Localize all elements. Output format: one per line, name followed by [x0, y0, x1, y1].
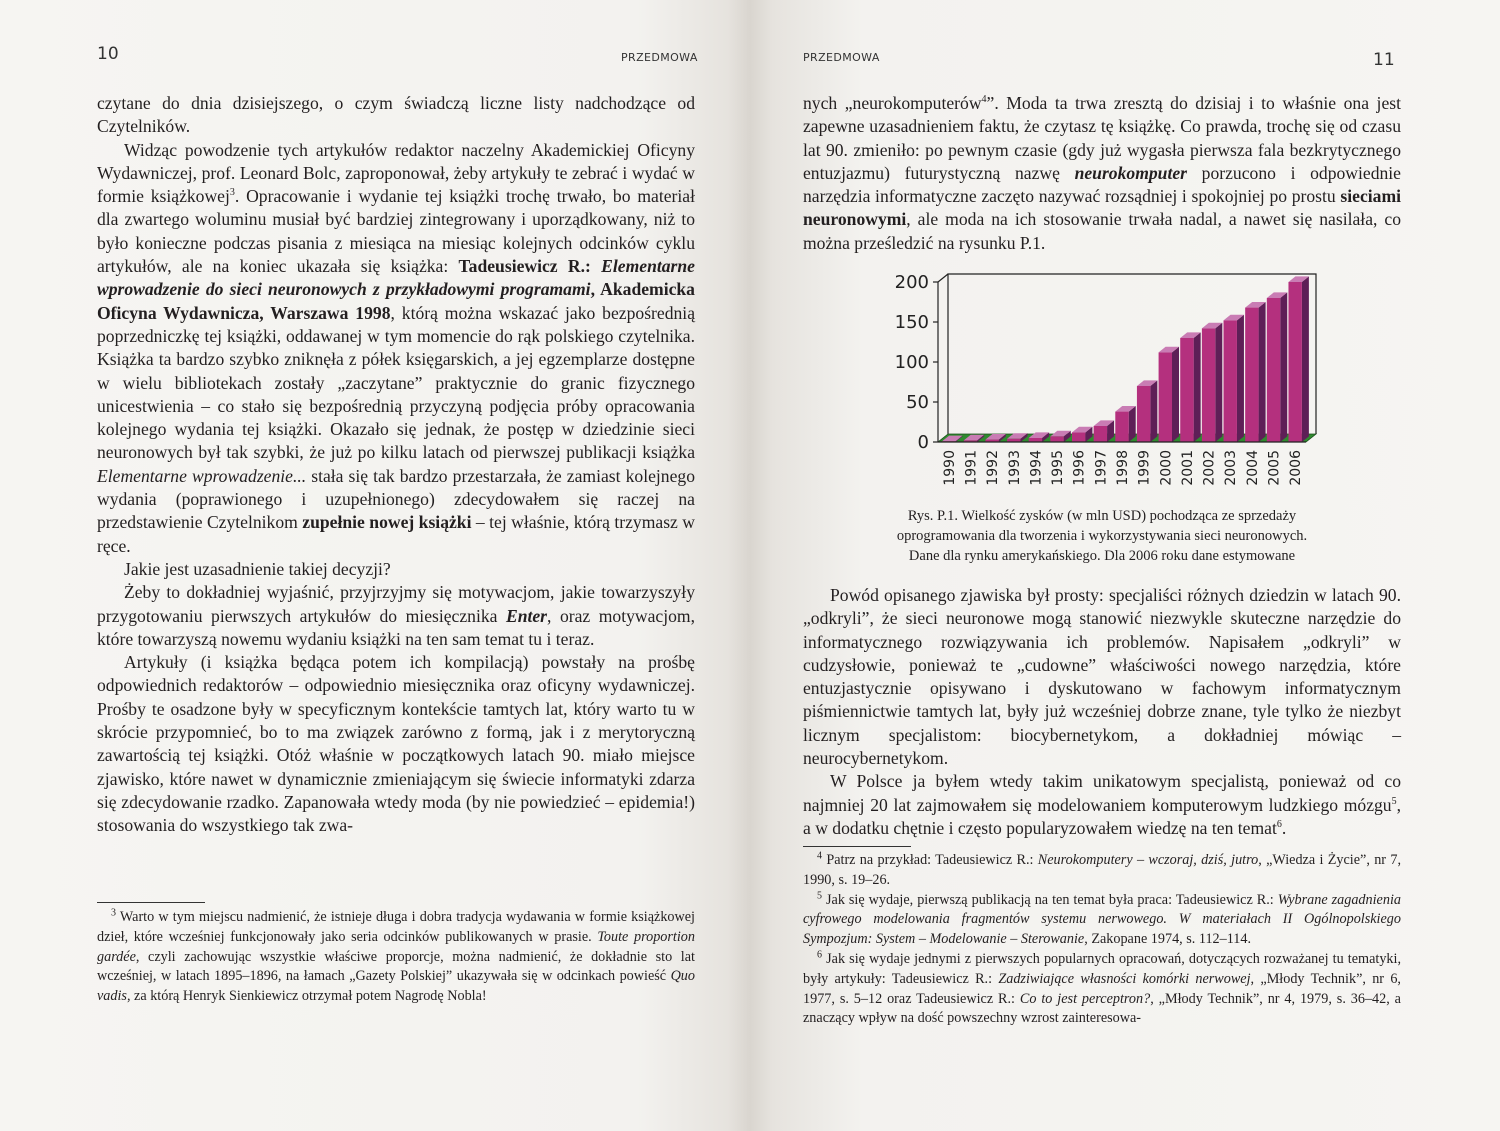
- x-tick-label: 1990: [941, 450, 958, 486]
- bar: [1180, 338, 1193, 442]
- x-tick-label: 1992: [985, 450, 1002, 486]
- x-tick-label: 2003: [1223, 450, 1240, 486]
- paragraph: Powód opisanego zjawiska był prosty: specjaliści różnych dziedzin w latach 90. „odkryli”, że sieci neuronowe mogą stanowić niezwykle skuteczne narzędzie do informatycznego rozwiązywania ich problemów. Napisałem „odkryli” w cudzysłowie, ponieważ te „cudowne” właściwości nowego narzędzia, które entuzjastycznie opisywano i dyskutowano w fachowym informatycznym piśmiennictwie tamtych lat, były już wcześniej dobrze znane, tyle tylko że niezbyt licznym specjalistom: biocybernetykom, a dokładniej mówiąc – neurocybernetykom.: [803, 585, 1401, 769]
- y-tick-label: 200: [894, 272, 929, 293]
- paragraph: czytane do dnia dzisiejszego, o czym świadczą liczne listy nadchodzące od Czytelników.: [97, 93, 695, 137]
- footnote-rule: [803, 846, 911, 847]
- y-tick-label: 0: [917, 432, 929, 453]
- paragraph: Żeby to dokładniej wyjaśnić, przyjrzyjmy się motywacjom, jakie towarzyszyły przygotowaniu pierwszych artykułów do miesięcznika Enter, oraz motywacjom, które towarzyszą nowemu wydaniu książki na ten sam temat tu i teraz.: [97, 582, 695, 649]
- paragraph: Artykuły (i książka będąca potem ich kompilacją) powstały na prośbę odpowiednich redaktorów – odpowiednio miesięcznika oraz oficyny wydawniczej. Prośby te osadzone były w specyficznym kontekście tamtych lat, który warto tu w skrócie przypomnieć, bo to ma związek zarówno z formą, jak i z merytoryczną zawartością tej książki. Otóż właśnie w początkowych latach 90. miało miejsce zjawisko, które nawet w dynamicznie zmieniającym się świecie informatyki zdarza się zdecydowanie rzadko. Zapanowała wtedy moda (by nie powiedzieć – epidemia!) stosowania do wszystkiego tak zwa-: [97, 652, 695, 836]
- body-text-top: [803, 92, 1401, 255]
- bar: [1288, 282, 1301, 442]
- paragraph: nych „neurokomputerów$^4$”. Moda ta trwa zresztą do dzisiaj i to właśnie ona jest zapewne uzasadnieniem faktu, że czytasz tę książkę. Co prawda, trochę się od czasu lat 90. zmieniło: po pewnym czasie (gdy już wygasła pierwsza fala bezkrytycznego entuzjazmu) futurystyczną nazwę neurokomputer porzucono i odpowiednie narzędzia informatyczne zaczęto nazywać rozsądniej i spokojniej po prostu sieciami neuronowymi, ale moda na ich stosowanie trwała nadal, a nawet się nasilała, co można prześledzić na rysunku P.1.: [803, 93, 1401, 253]
- bar: [1224, 320, 1237, 442]
- x-tick-label: 1997: [1093, 450, 1110, 486]
- bar: [1267, 298, 1280, 442]
- page-number: 10: [97, 44, 119, 64]
- running-head: PRZEDMOWA: [621, 51, 698, 64]
- bar: [1072, 432, 1085, 442]
- bar-side: [1302, 276, 1309, 442]
- footnote-ref: 3: [229, 187, 235, 199]
- bar-side: [1172, 347, 1179, 442]
- x-tick-label: 2002: [1201, 450, 1218, 486]
- paragraph: W Polsce ja byłem wtedy takim unikatowym specjalistą, ponieważ od co najmniej 20 lat zajmowałem się modelowaniem komputerowym ludzkiego mózgu$^5$, a w dodatku chętnie i często popularyzowałem wiedzę na ten temat$^6$.: [803, 771, 1401, 838]
- footnote: $^5$ Jak się wydaje, pierwszą publikacją na ten temat była praca: Tadeusiewicz R.: Wybrane zagadnienia cyfrowego modelowania fragmentów systemu nerwowego. W materiałach II Ogólnopolskiego Sympozjum: System – Modelowanie – Sterowanie, Zakopane 1974, s. 112–114.: [803, 889, 1401, 948]
- author-name: Tadeusiewicz R.:: [458, 256, 591, 277]
- bar: [1202, 328, 1215, 442]
- bar-side: [1237, 315, 1244, 442]
- book-title: Elementarne wprowadzenie do sieci neuronowych z przykładowymi programami: [97, 256, 695, 300]
- x-tick-label: 2004: [1244, 450, 1261, 486]
- right-page: [750, 0, 1500, 1131]
- x-tick-label: 1995: [1050, 450, 1067, 486]
- footnote: $^6$ Jak się wydaje jednymi z pierwszych popularnych opracowań, dotyczących rozważanej tu tematyki, były artykuły: Tadeusiewicz R.: Zadziwiające własności komórki nerwowej, „Młody Technik”, nr 6, 1977, s. 5–12 oraz Tadeusiewicz R.: Co to jest perceptron?, „Młody Technik”, nr 4, 1979, s. 36–42, a znaczący wpływ na dość powszechny wzrost zainteresowa-: [803, 949, 1401, 1027]
- y-tick-label: 150: [894, 312, 929, 333]
- bar: [1245, 308, 1258, 442]
- bar-chart: [870, 268, 1330, 506]
- page-number: 11: [1373, 50, 1395, 70]
- bar: [1050, 436, 1063, 442]
- bar-side: [1150, 380, 1157, 442]
- chart-svg: [870, 268, 1330, 506]
- x-tick-label: 1996: [1071, 450, 1088, 486]
- x-tick-label: 1991: [963, 450, 980, 486]
- bar: [1159, 352, 1172, 442]
- x-tick-label: 2006: [1288, 450, 1305, 486]
- x-tick-label: 2005: [1266, 450, 1283, 486]
- footnote: $^3$ Warto w tym miejscu nadmienić, że istnieje długa i dobra tradycja wydawania w formie książkowej dzieł, które wcześniej funkcjonowały jako seria odcinków publikowanych w prasie. Toute proportion gardée, czyli zachowując wszystkie właściwe proporcje, można nadmienić, że dokładnie sto lat wcześniej, w latach 1895–1896, na łamach „Gazety Polskiej” ukazywała się w odcinkach powieść Quo vadis, za którą Henryk Sienkiewicz otrzymał potem Nagrodę Nobla!: [97, 907, 695, 1005]
- figure-caption: Rys. P.1. Wielkość zysków (w mln USD) pochodząca ze sprzedaży oprogramowania dla tworzenia i wykorzystywania sieci neuronowych. Dane dla rynku amerykańskiego. Dla 2006 roku dane estymowane: [896, 508, 1308, 564]
- bar-side: [1194, 332, 1201, 442]
- x-tick-label: 2000: [1158, 450, 1175, 486]
- bar: [1137, 386, 1150, 442]
- running-head: PRZEDMOWA: [803, 51, 880, 64]
- x-tick-label: 1994: [1028, 450, 1045, 486]
- y-tick-label: 100: [894, 352, 929, 373]
- y-axis-top: [938, 274, 948, 282]
- footnotes: [97, 908, 695, 1007]
- footnotes: [803, 851, 1401, 1029]
- paragraph: Widząc powodzenie tych artykułów redaktor naczelny Akademickiej Oficyny Wydawniczej, prof. Leonard Bolc, zaproponował, żeby artykuły te zebrać i wydać w formie książkowej$^3$. Opracowanie i wydanie tej książki trochę trwało, bo materiał dla zwartego woluminu musiał być bardziej zintegrowany i uporządkowany, niż to było konieczne podczas pisania z miesiąca na miesiąc kolejnych odcinków cyklu artykułów, ale na koniec ukazała się książka: Tadeusiewicz R.: Elementarne wprowadzenie do sieci neuronowych z przykładowymi programami, Akademicka Oficyna Wydawnicza, Warszawa 1998, którą można wskazać jako bezpośrednią poprzedniczkę tej książki, oddawanej w tym momencie do rąk polskiego czytelnika. Książka ta bardzo szybko zniknęła z półek księgarskich, a jej egzemplarze dostępne w wielu bibliotekach zostały „zaczytane” praktycznie do granic fizycznego unicestwienia – co stało się bezpośrednią przyczyną podjęcia próby opracowania kolejnego wydania tej książki. Okazało się jednak, że postęp w dziedzinie sieci neuronowych był tak szybki, że już po kilku latach od pierwszej publikacji książka Elementarne wprowadzenie... stała się tak bardzo przestarzała, że zamiast kolejnego wydania (poprawionego i uzupełnionego) zdecydowałem się raczej na przedstawienie Czytelnikom zupełnie nowej książki – tej właśnie, którą trzymasz w ręce.: [97, 139, 696, 556]
- footnote-rule: [97, 902, 205, 903]
- bar-side: [1215, 323, 1222, 442]
- x-tick-label: 2001: [1179, 450, 1196, 486]
- x-tick-label: 1999: [1136, 450, 1153, 486]
- paragraph: Jakie jest uzasadnienie takiej decyzji?: [124, 558, 391, 579]
- body-text-bottom: [803, 584, 1401, 840]
- x-tick-label: 1993: [1006, 450, 1023, 486]
- body-text: [97, 92, 695, 838]
- bar-side: [1129, 406, 1136, 442]
- y-tick-label: 50: [906, 392, 929, 413]
- footnote: $^4$ Patrz na przykład: Tadeusiewicz R.: Neurokomputery – wczoraj, dziś, jutro, „Wiedza i Życie”, nr 7, 1990, s. 19–26.: [803, 850, 1401, 888]
- x-tick-label: 1998: [1115, 450, 1131, 486]
- bar: [1094, 426, 1107, 442]
- bar: [1115, 412, 1128, 442]
- bar-side: [1259, 302, 1266, 442]
- bar-side: [1280, 292, 1287, 442]
